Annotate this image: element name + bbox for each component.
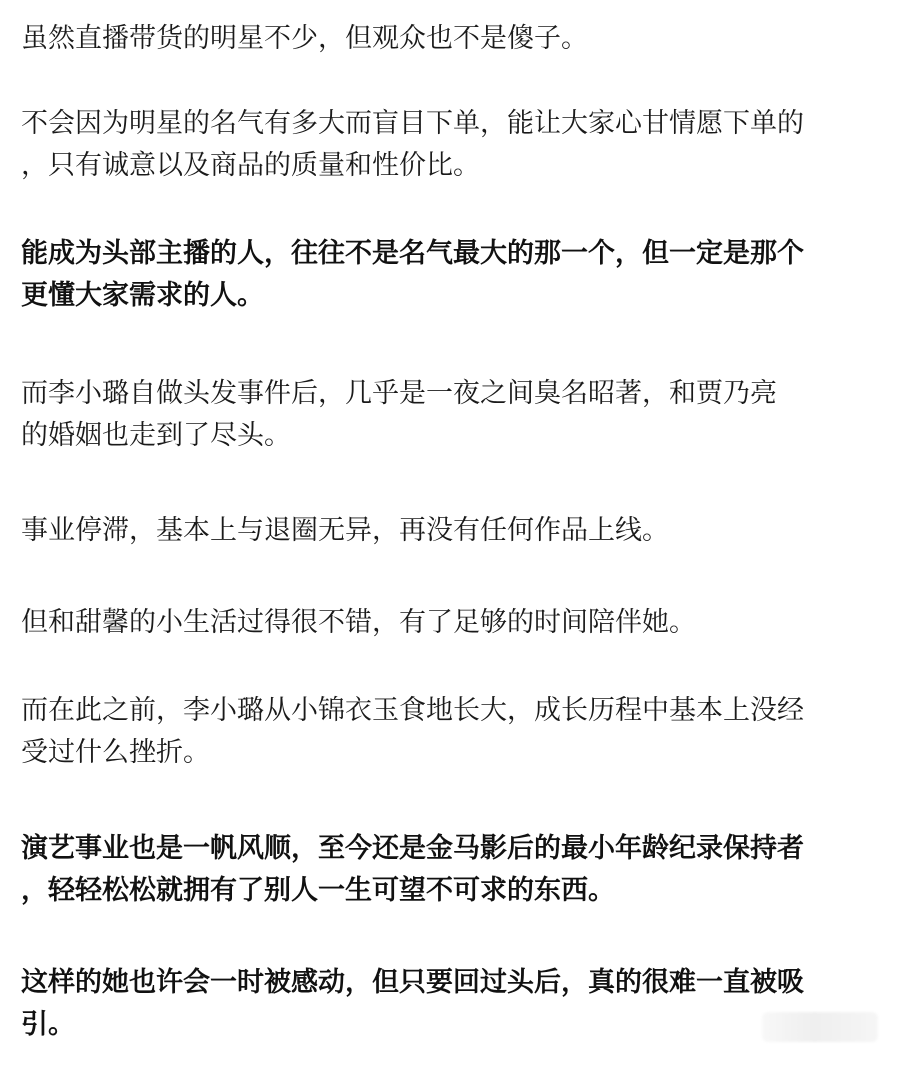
paragraph-bold <box>21 233 881 317</box>
paragraph <box>21 602 881 644</box>
text-line: 引。 <box>21 1009 75 1040</box>
paragraph-bold <box>21 828 881 912</box>
text-line: 演艺事业也是一帆风顺，至今还是金马影后的最小年龄纪录保持者 <box>21 833 804 864</box>
text-line: 受过什么挫折。 <box>21 737 210 768</box>
text-line: 但和甜馨的小生活过得很不错，有了足够的时间陪伴她。 <box>21 607 696 638</box>
paragraph-bold <box>21 962 881 1046</box>
text-line: ，只有诚意以及商品的质量和性价比。 <box>21 150 480 181</box>
text-line: 不会因为明星的名气有多大而盲目下单，能让大家心甘情愿下单的 <box>21 108 804 139</box>
paragraph <box>21 103 881 187</box>
paragraph <box>21 373 881 457</box>
text-line: 虽然直播带货的明星不少，但观众也不是傻子。 <box>21 23 588 54</box>
paragraph <box>21 18 881 60</box>
watermark-logo <box>762 1012 878 1042</box>
text-line: 的婚姻也走到了尽头。 <box>21 420 291 451</box>
text-line: 能成为头部主播的人，往往不是名气最大的那一个，但一定是那个 <box>21 238 804 269</box>
text-line: 而在此之前，李小璐从小锦衣玉食地长大，成长历程中基本上没经 <box>21 695 804 726</box>
text-line: 而李小璐自做头发事件后，几乎是一夜之间臭名昭著，和贾乃亮 <box>21 378 777 409</box>
text-line: 这样的她也许会一时被感动，但只要回过头后，真的很难一直被吸 <box>21 967 804 998</box>
text-line: ，轻轻松松就拥有了别人一生可望不可求的东西。 <box>21 875 615 906</box>
paragraph <box>21 690 881 774</box>
text-line: 事业停滞，基本上与退圈无异，再没有任何作品上线。 <box>21 515 669 546</box>
text-line: 更懂大家需求的人。 <box>21 280 264 311</box>
paragraph <box>21 510 881 552</box>
